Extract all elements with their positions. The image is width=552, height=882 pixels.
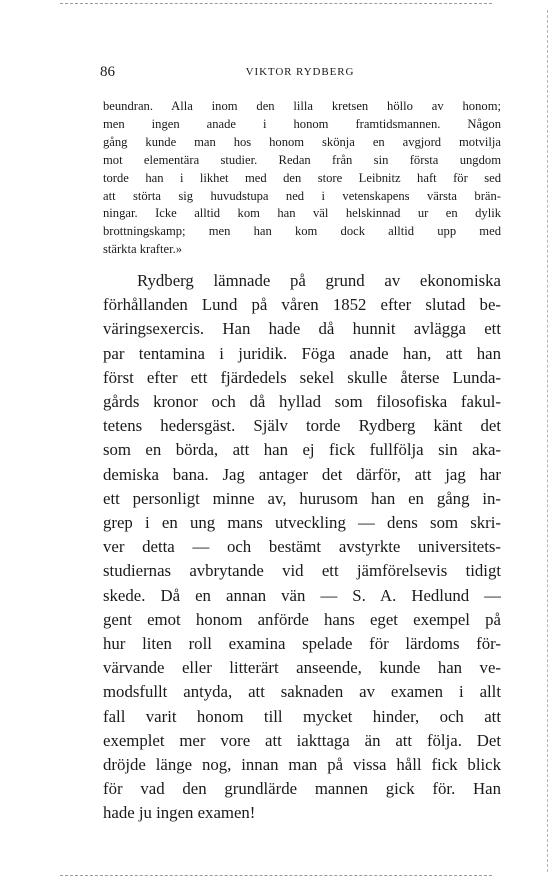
body-line: hur liten roll examina spelade för lärdoms för-: [103, 634, 501, 654]
quoted-passage: [103, 98, 501, 259]
body-line: väringsexercis. Han hade då hunnit avlägga ett: [103, 319, 501, 339]
quote-line: ningar. Icke alltid kom han väl helskinnad ur en dylik: [103, 206, 501, 221]
body-line: exemplet mer vore att iakttaga än att följa. Det: [103, 730, 501, 750]
body-line: dröjde länge nog, innan man på vissa håll fick blick: [103, 755, 501, 775]
body-line: hade ju ingen examen!: [103, 803, 256, 823]
quote-line: att störta sig huvudstupa ned i vetenskapens värsta brän-: [103, 188, 501, 203]
body-line: som en börda, att han ej fick fullfölja sin aka-: [103, 440, 501, 460]
body-line: demiska bana. Jag antager det därför, att jag har: [103, 464, 501, 484]
quote-line: beundran. Alla inom den lilla kretsen höllo av honom;: [103, 99, 501, 113]
body-line: grep i en ung mans utveckling — dens som skri-: [103, 513, 501, 533]
body-line: skede. Då en annan vän — S. A. Hedlund —: [103, 585, 501, 605]
page-header: [100, 64, 500, 86]
body-line: fall varit honom till mycket hinder, och att: [103, 706, 501, 726]
main-paragraph: [103, 269, 501, 826]
body-line: ett personligt minne av, hurusom han en gång in-: [103, 488, 501, 508]
body-line: ver detta — och bestämt avstyrkte universitets-: [103, 537, 501, 557]
body-line: värvande eller litterärt anseende, kunde han ve-: [103, 658, 501, 678]
quote-line: torde han i likhet med den store Leibnitz haft för sed: [103, 170, 501, 185]
right-scan-edge: [547, 10, 548, 872]
body-line: gårds kronor och då hyllad som filosofiska fakul-: [103, 392, 501, 412]
body-line: gent emot honom anförde hans eget exempel på: [103, 609, 501, 629]
top-scan-border: [60, 3, 492, 4]
body-line: Rydberg lämnade på grund av ekonomiska: [137, 271, 501, 290]
quote-line: brottningskamp; men han kom dock alltid upp med: [103, 224, 501, 239]
quote-line: men ingen anade i honom framtidsmannen. Någon: [103, 116, 501, 131]
quote-line: gång kunde man hos honom skönja en avgjord motvilja: [103, 134, 501, 149]
page-number: 86: [100, 64, 115, 80]
body-line: par tentamina i juridik. Föga anade han, att han: [103, 343, 501, 363]
body-line: studiernas avbrytande vid ett jämförelsevis tidigt: [103, 561, 501, 581]
body-line: modsfullt antyda, att saknaden av examen i allt: [103, 682, 501, 702]
quote-line: mot elementära studier. Redan från sin första ungdom: [103, 152, 501, 167]
body-line: först efter ett fjärdedels sekel skulle återse Lunda-: [103, 367, 501, 387]
quote-line: stärkta krafter.»: [103, 242, 183, 257]
body-line: tetens hedersgäst. Själv torde Rydberg känt det: [103, 416, 501, 436]
body-line: förhållanden Lund på våren 1852 efter slutad be-: [103, 295, 501, 315]
bottom-scan-border: [60, 875, 492, 876]
body-line: för vad den grundlärde mannen gick för. Han: [103, 779, 501, 799]
running-title: VIKTOR RYDBERG: [245, 66, 355, 78]
